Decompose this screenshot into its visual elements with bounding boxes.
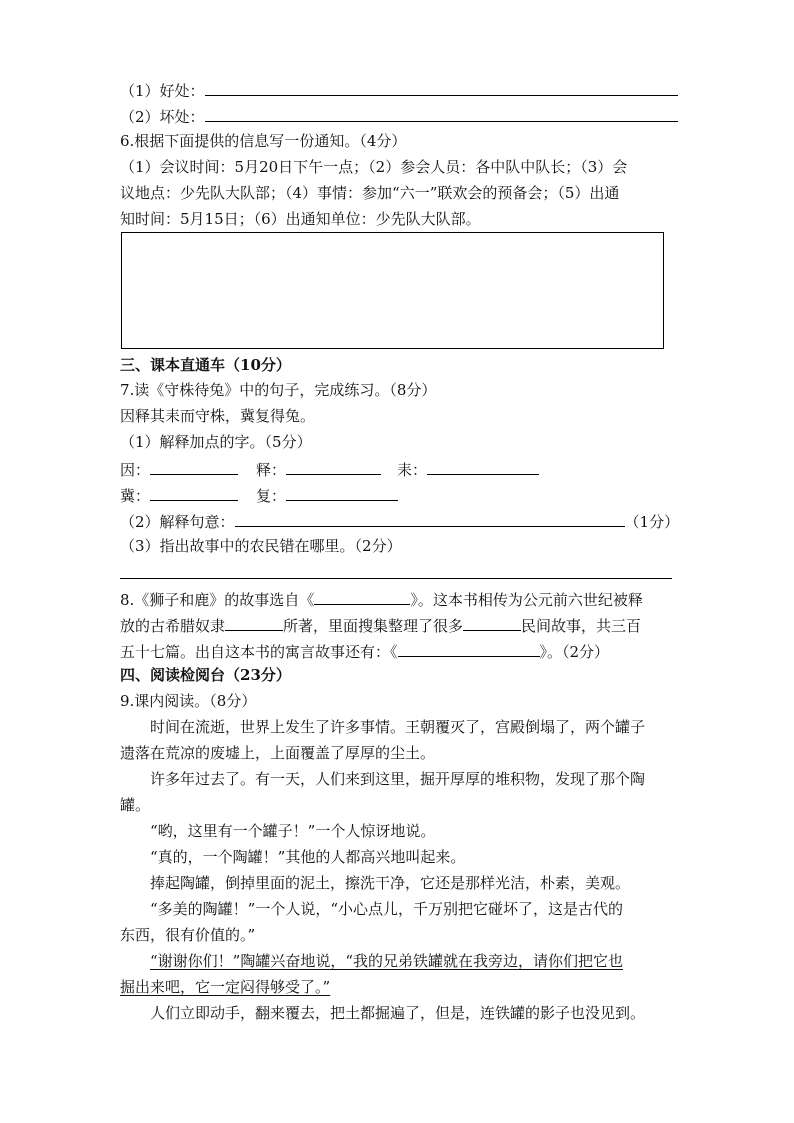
q8-text: 》。（2分）: [539, 643, 610, 661]
q8-author-blank[interactable]: [225, 614, 283, 631]
q7-sub2-score: （1分）: [624, 513, 680, 531]
q8-text: 所著，里面搜集整理了很多: [283, 617, 464, 635]
underlined-text: 掘出来吧，它一定闷得够受了。”: [120, 978, 331, 996]
q7-ji-blank[interactable]: [150, 484, 238, 501]
q5-bad-blank[interactable]: [205, 105, 678, 122]
section-3-heading: 三、课本直通车（10分）: [120, 356, 291, 374]
q7-shi-blank[interactable]: [286, 458, 381, 475]
q8-line-2: [120, 614, 680, 636]
reading-paragraph: 时间在流逝，世界上发生了许多事情。王朝覆灭了，宫殿倒塌了，两个罐子: [150, 718, 646, 736]
reading-paragraph: 捧起陶罐，倒掉里面的泥土，擦洗干净，它还是那样光洁，朴素，美观。: [150, 874, 631, 892]
q7-word-row-1: [120, 458, 680, 480]
q6-info-line: （1）会议时间：5月20日下午一点；（2）参会人员：各中队中队长；（3）会: [120, 158, 628, 176]
reading-paragraph: “真的，一个陶罐！”其他的人都高兴地叫起来。: [150, 848, 466, 866]
q7-lei-label: 耒：: [397, 461, 428, 479]
reading-paragraph: 罐。: [120, 796, 151, 814]
underlined-text: “谢谢你们！”陶罐兴奋地说，“我的兄弟铁罐就在我旁边，请你们把它也: [150, 952, 624, 970]
q8-line-3: [120, 640, 680, 662]
q8-text: 五十七篇。出自这本书的寓言故事还有：《: [120, 643, 398, 661]
q5-good-label: （1）好处：: [120, 82, 205, 100]
q7-fu-label: 复：: [256, 487, 287, 505]
q7-ji-label: 冀：: [120, 487, 151, 505]
q5-bad-row: [120, 105, 680, 127]
q8-text: 民间故事，共三百: [521, 617, 642, 635]
q6-info-line: 知时间：5月15日；（6）出通知单位：少先队大队部。: [120, 210, 481, 228]
q7-sub3: （3）指出故事中的农民错在哪里。（2分）: [120, 537, 402, 555]
q7-sub2-label: （2）解释句意：: [120, 513, 235, 531]
q8-text: 8.《狮子和鹿》的故事选自《: [120, 591, 315, 609]
reading-paragraph: 许多年过去了。有一天，人们来到这里，掘开厚厚的堆积物，发现了那个陶: [150, 770, 646, 788]
q7-shi-label: 释：: [256, 461, 287, 479]
q6-answer-box[interactable]: [121, 232, 664, 349]
q7-sub3-answer-line[interactable]: [120, 578, 672, 579]
reading-paragraph: 人们立即动手，翻来覆去，把土都掘遍了，但是，连铁罐的影子也没见到。: [150, 1004, 646, 1022]
q5-bad-label: （2）坏处：: [120, 108, 205, 126]
reading-paragraph: 遗落在荒凉的废墟上，上面覆盖了厚厚的尘土。: [120, 744, 436, 762]
q8-text: 》。这本书相传为公元前六世纪被释: [410, 591, 643, 609]
q8-country-blank[interactable]: [463, 614, 521, 631]
q5-good-blank[interactable]: [205, 79, 678, 96]
q7-sub1: （1）解释加点的字。（5分）: [120, 433, 312, 451]
q7-word-row-2: [120, 484, 680, 506]
q7-fu-blank[interactable]: [286, 484, 398, 501]
reading-paragraph: 东西，很有价值的。”: [120, 926, 256, 944]
q8-other-story-blank[interactable]: [398, 640, 540, 657]
reading-paragraph-underlined: [120, 951, 710, 971]
q8-book-blank[interactable]: [314, 588, 410, 605]
reading-paragraph: “哟，这里有一个罐子！”一个人惊讶地说。: [150, 822, 436, 840]
q8-line-1: [120, 588, 680, 610]
q6-info-line: 议地点：少先队大队部；（4）事情：参加“六一”联欢会的预备会；（5）出通: [120, 184, 620, 202]
q7-sub2-blank[interactable]: [235, 510, 625, 527]
reading-paragraph: “多美的陶罐！”一个人说，“小心点儿，千万别把它碰坏了，这是古代的: [150, 900, 624, 918]
q7-sentence: 因释其耒而守株，冀复得兔。: [120, 407, 316, 425]
q7-sub2-row: [120, 510, 680, 532]
q7-yin-label: 因：: [120, 461, 151, 479]
reading-paragraph-underlined: [120, 977, 680, 997]
q7-lei-blank[interactable]: [427, 458, 539, 475]
q7-yin-blank[interactable]: [150, 458, 238, 475]
q8-text: 放的古希腊奴隶: [120, 617, 226, 635]
q9-title: 9.课内阅读。（8分）: [120, 692, 257, 710]
q5-good-row: [120, 79, 680, 101]
q7-title: 7.读《守株待兔》中的句子，完成练习。（8分）: [120, 381, 437, 399]
section-4-heading: 四、阅读检阅台（23分）: [120, 666, 291, 684]
q6-title: 6.根据下面提供的信息写一份通知。（4分）: [120, 132, 407, 150]
